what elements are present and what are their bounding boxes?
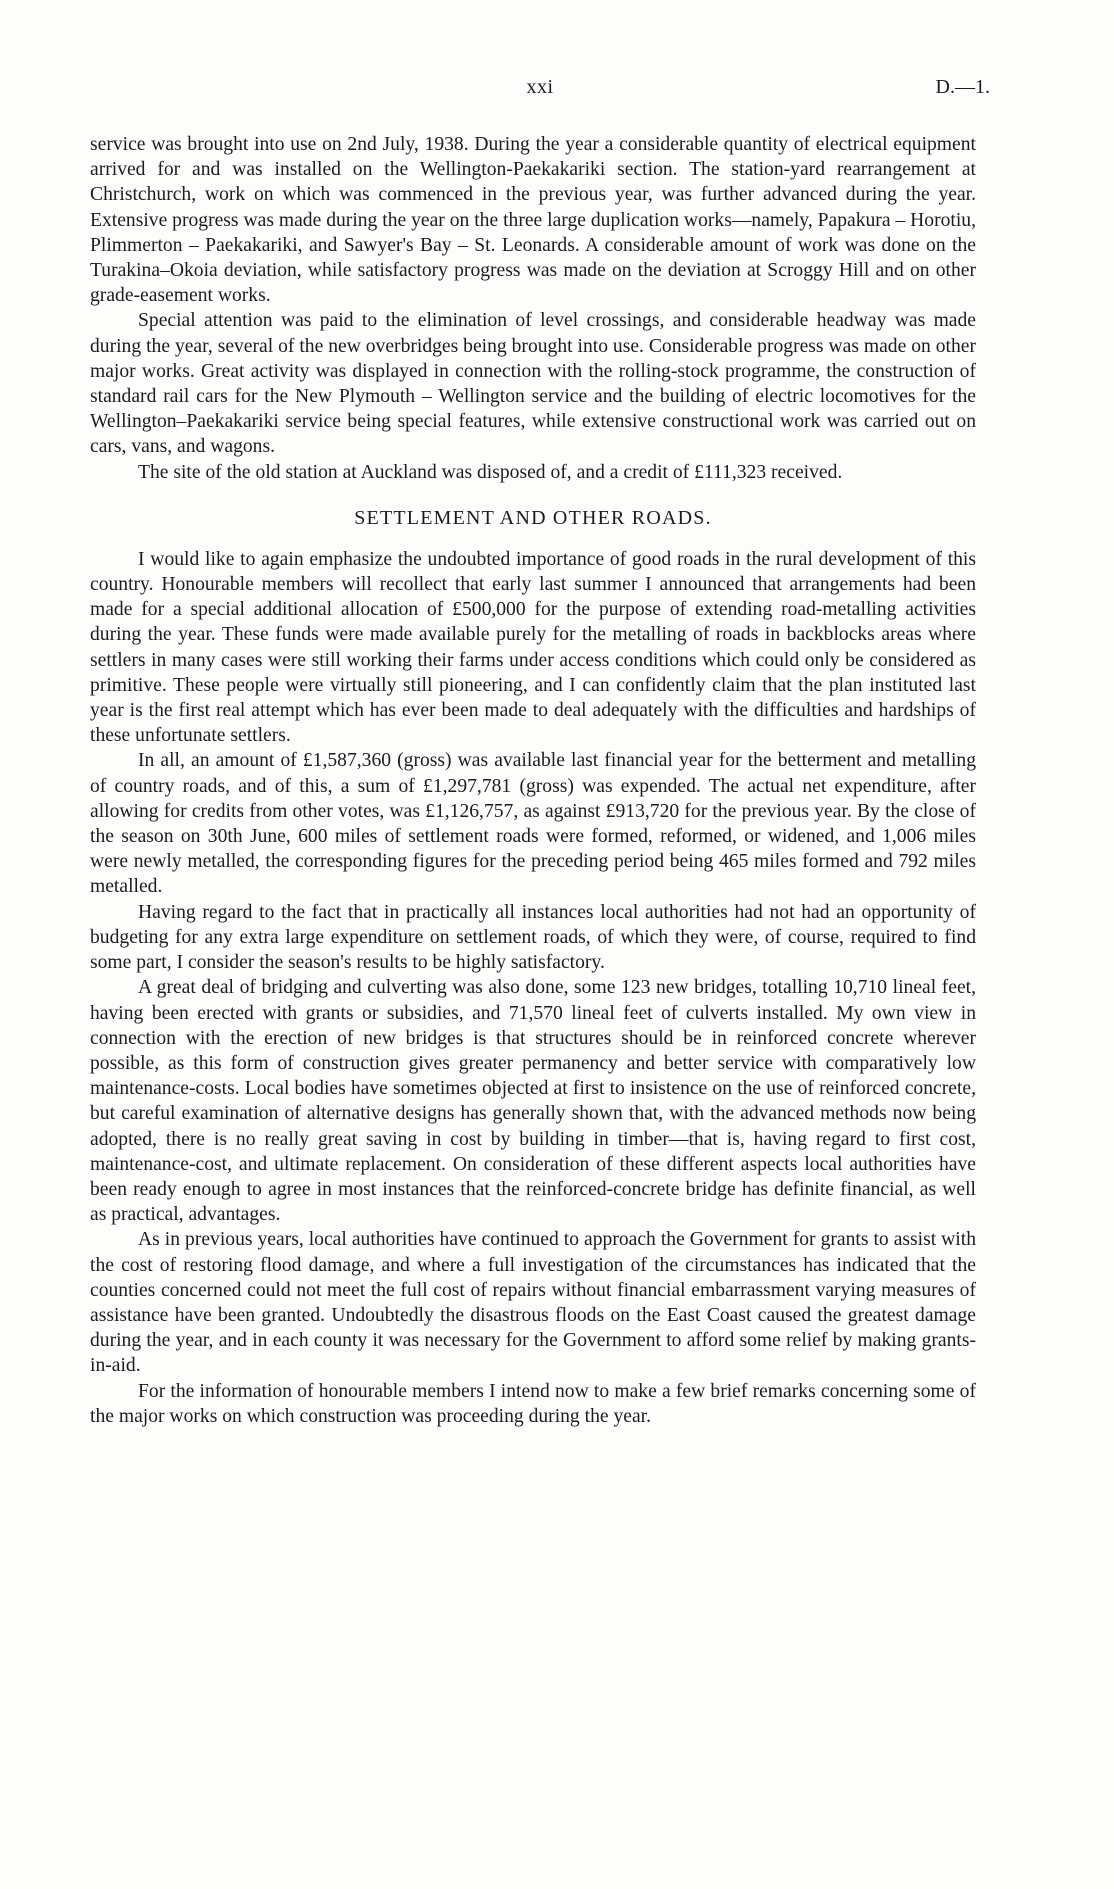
paragraph: For the information of honourable members I intend now to make a few brief remarks concerning some of the major works on which construction was proceeding during the year. — [90, 1380, 976, 1427]
section-heading: SETTLEMENT AND OTHER ROADS. — [354, 506, 712, 529]
paragraph: The site of the old station at Auckland was disposed of, and a credit of £111,323 received. — [138, 461, 843, 483]
paragraph: I would like to again emphasize the undoubted importance of good roads in the rural development of this country. Honourable members will recollect that early last summer I announced that arrangements had been made for a special additional allocation of £500,000 for the purpose of extending road-metalling activities during the year. These funds were made available purely for the metalling of roads in backblocks areas where settlers in many cases were still working their farms under access conditions which could only be considered as primitive. These people were virtually still pioneering, and I can confidently claim that the plan instituted last year is the first real attempt which has ever been made to deal adequately with the difficulties and hardships of these unfortunate settlers. — [90, 548, 976, 747]
paragraph: Special attention was paid to the elimination of level crossings, and considerable headway was made during the year, several of the new overbridges being brought into use. Considerable progress was made on other major works. Great activity was displayed in connection with the rolling-stock programme, the construction of standard rail cars for the New Plymouth – Wellington service and the building of electric locomotives for the Wellington–Paekakariki service being special features, while extensive constructional work was carried out on cars, vans, and wagons. — [90, 310, 976, 458]
running-head — [90, 76, 990, 106]
paragraph: Having regard to the fact that in practically all instances local authorities had not had an opportunity of budgeting for any extra large expenditure on settlement roads, of which they were, of course, required to find some part, I consider the season's results to be highly satisfactory. — [90, 901, 976, 974]
paragraph: As in previous years, local authorities have continued to approach the Government for grants to assist with the cost of restoring flood damage, and where a full investigation of the circumstances has indicated that the counties concerned could not meet the full cost of repairs without financial embarrassment varying measures of assistance have been granted. Undoubtedly the disastrous floods on the East Coast caused the greatest damage during the year, and in each county it was necessary for the Government to afford some relief by making grants-in-aid. — [90, 1229, 976, 1377]
document-reference: D.—1. — [935, 76, 990, 98]
paragraph: service was brought into use on 2nd July, 1938. During the year a considerable quantity of electrical equipment arrived for and was installed on the Wellington-Paekakariki section. The station-yard rearrangement at Christchurch, work on which was commenced in the previous year, was further advanced during the year. Extensive progress was made during the year on the three large duplication works—namely, Papakura – Horotiu, Plimmerton – Paekakariki, and Sawyer's Bay – St. Leonards. A considerable amount of work was done on the Turakina–Okoia deviation, while satisfactory progress was made on the deviation at Scroggy Hill and on other grade-easement works. — [90, 134, 976, 307]
paragraph: A great deal of bridging and culverting was also done, some 123 new bridges, totalling 10,710 lineal feet, having been erected with grants or subsidies, and 71,570 lineal feet of culverts installed. My own view in connection with the erection of new bridges is that structures should be in reinforced concrete wherever possible, as this form of construction gives greater permanency and better service with comparatively low maintenance-costs. Local bodies have sometimes objected at first to insistence on the use of reinforced concrete, but careful examination of alternative designs has generally shown that, with the advanced methods now being adopted, there is no really great saving in cost by building in timber—that is, having regard to first cost, maintenance-cost, and ultimate replacement. On consideration of these different aspects local authorities have been ready enough to agree in most instances that the reinforced-concrete bridge has definite financial, as well as practical, advantages. — [90, 977, 976, 1226]
paragraph: In all, an amount of £1,587,360 (gross) was available last financial year for the betterment and metalling of country roads, and of this, a sum of £1,297,781 (gross) was expended. The actual net expenditure, after allowing for credits from other votes, was £1,126,757, as against £913,720 for the previous year. By the close of the season on 30th June, 600 miles of settlement roads were formed, reformed, or widened, and 1,006 miles were newly metalled, the corresponding figures for the preceding period being 465 miles formed and 792 miles metalled. — [90, 750, 976, 898]
body-text — [90, 132, 976, 1429]
page-number: xxi — [526, 76, 554, 98]
